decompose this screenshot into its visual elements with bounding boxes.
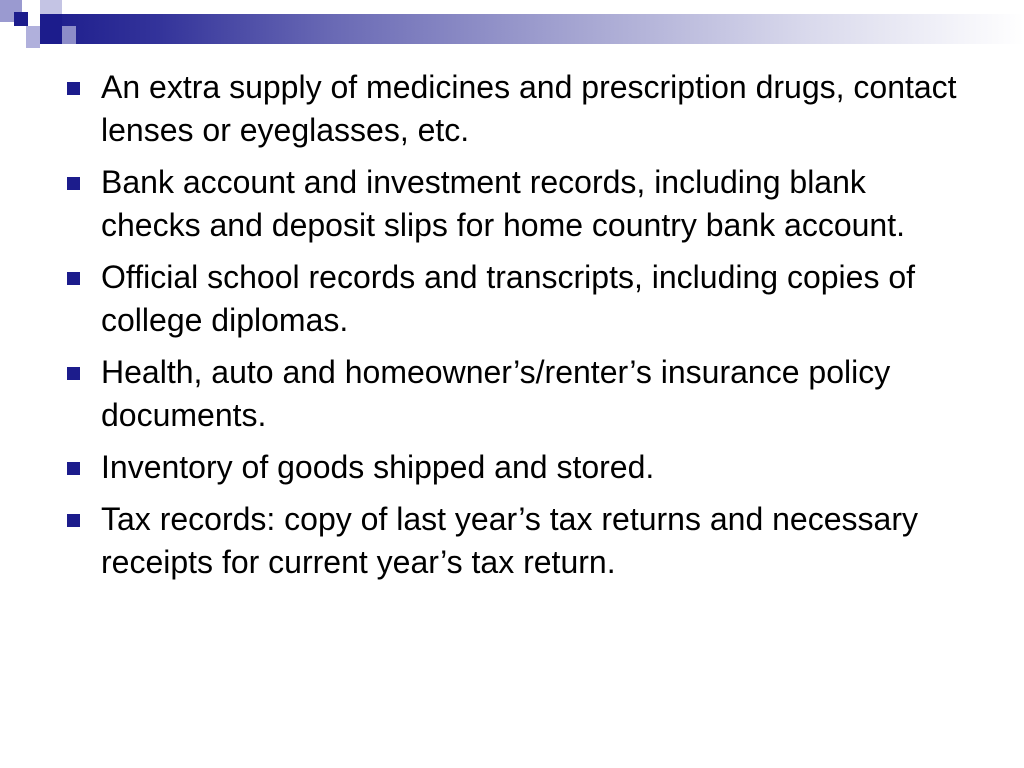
corner-squares-decoration	[0, 0, 90, 60]
list-item	[64, 351, 964, 437]
bullet-text: An extra supply of medicines and prescription drugs, contact lenses or eyeglasses, etc.	[101, 69, 957, 148]
square-bullet-icon	[67, 514, 80, 527]
list-item	[64, 446, 964, 489]
bullet-list	[64, 66, 964, 593]
bullet-text: Health, auto and homeowner’s/renter’s insurance policy documents.	[101, 354, 891, 433]
corner-square-light	[62, 26, 76, 44]
list-item	[64, 256, 964, 342]
bullet-text: Official school records and transcripts, including copies of college diplomas.	[101, 259, 916, 338]
corner-square-dark	[14, 12, 28, 26]
corner-square-dark	[40, 14, 62, 44]
list-item	[64, 66, 964, 152]
list-item	[64, 161, 964, 247]
corner-square-light	[40, 0, 62, 14]
corner-square-light	[26, 26, 40, 48]
square-bullet-icon	[67, 272, 80, 285]
bullet-text: Inventory of goods shipped and stored.	[101, 449, 655, 485]
list-item	[64, 498, 964, 584]
bullet-text: Tax records: copy of last year’s tax returns and necessary receipts for current year’s tax return.	[101, 501, 918, 580]
bullet-text: Bank account and investment records, including blank checks and deposit slips for home country bank account.	[101, 164, 905, 243]
square-bullet-icon	[67, 367, 80, 380]
square-bullet-icon	[67, 177, 80, 190]
square-bullet-icon	[67, 82, 80, 95]
square-bullet-icon	[67, 462, 80, 475]
header-gradient-band	[40, 14, 1024, 44]
